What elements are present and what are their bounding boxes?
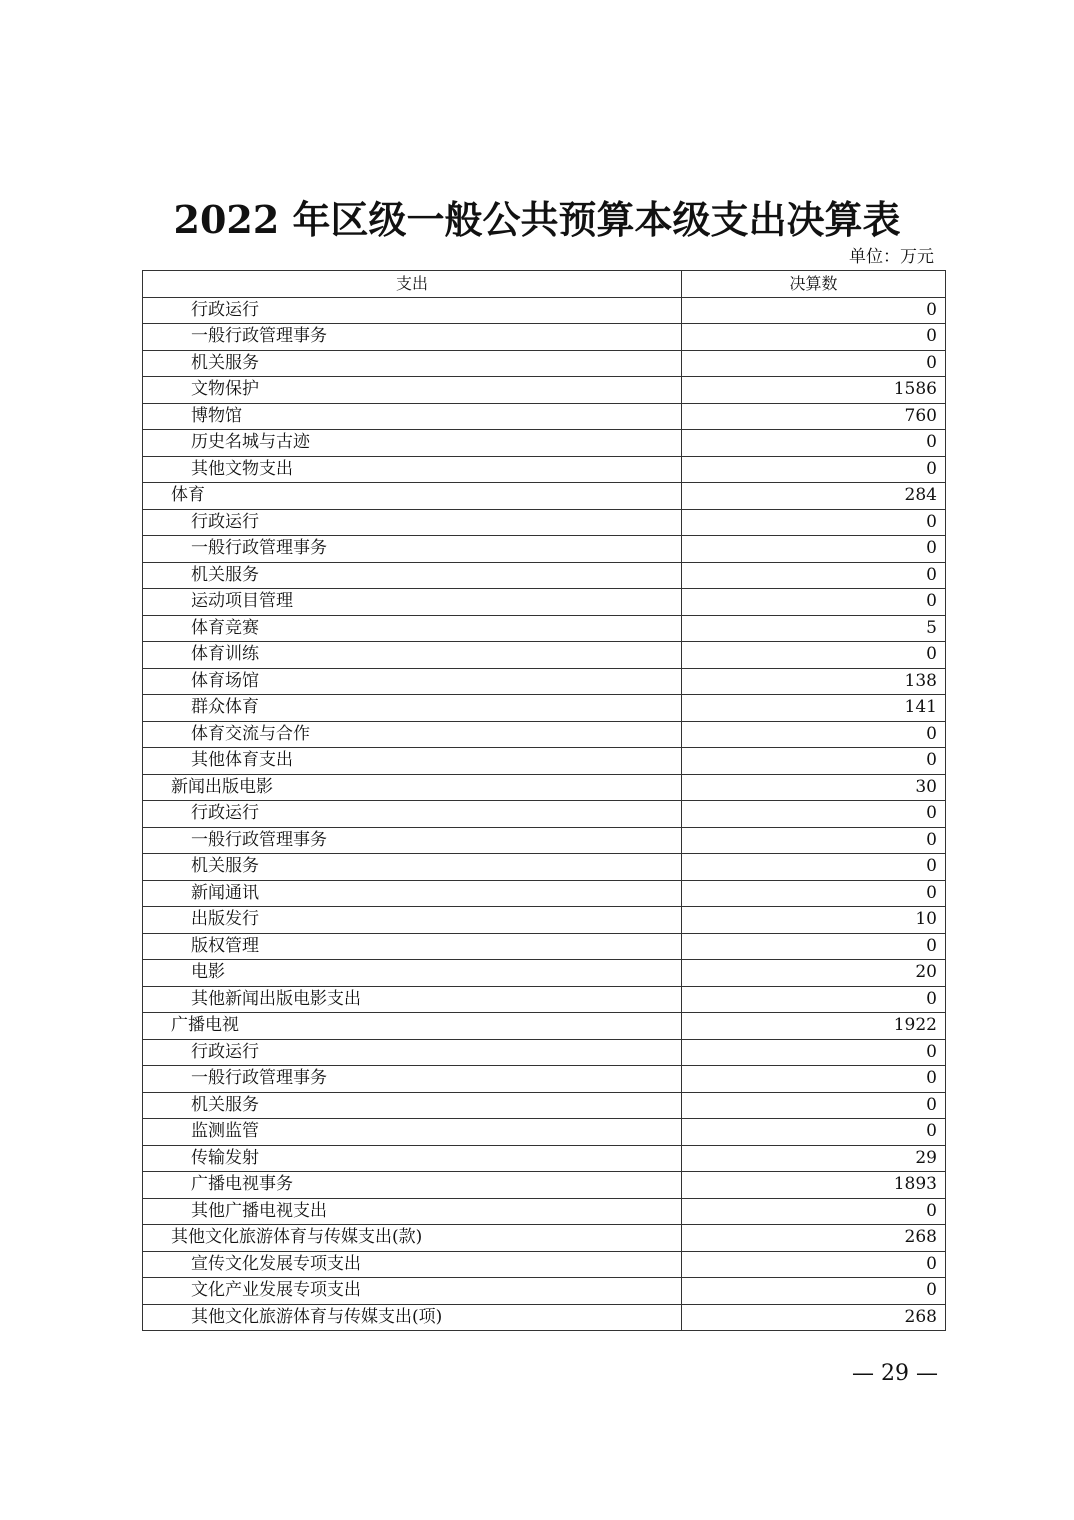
table-row — [143, 562, 946, 589]
table-row — [143, 509, 946, 536]
table-row — [143, 1119, 946, 1146]
row-item-name: 文化产业发展专项支出 — [143, 1278, 682, 1305]
row-item-name: 一般行政管理事务 — [143, 827, 682, 854]
row-item-name: 出版发行 — [143, 907, 682, 934]
table-row — [143, 933, 946, 960]
row-item-value: 0 — [682, 986, 946, 1013]
row-item-value: 0 — [682, 456, 946, 483]
row-item-name: 体育交流与合作 — [143, 721, 682, 748]
row-item-name: 其他新闻出版电影支出 — [143, 986, 682, 1013]
header-final-amount: 决算数 — [682, 271, 946, 298]
row-item-name: 其他文物支出 — [143, 456, 682, 483]
table-row — [143, 324, 946, 351]
table-row — [143, 695, 946, 722]
row-item-name: 行政运行 — [143, 801, 682, 828]
row-item-name: 一般行政管理事务 — [143, 324, 682, 351]
row-item-name: 其他体育支出 — [143, 748, 682, 775]
row-item-value: 0 — [682, 721, 946, 748]
row-item-name: 其他广播电视支出 — [143, 1198, 682, 1225]
table-body — [143, 297, 946, 1331]
table-row — [143, 483, 946, 510]
row-item-value: 284 — [682, 483, 946, 510]
row-item-name: 机关服务 — [143, 562, 682, 589]
row-item-name: 文物保护 — [143, 377, 682, 404]
row-item-name: 一般行政管理事务 — [143, 1066, 682, 1093]
row-item-name: 群众体育 — [143, 695, 682, 722]
table-row — [143, 1039, 946, 1066]
table-row — [143, 748, 946, 775]
row-item-value: 760 — [682, 403, 946, 430]
table-row — [143, 589, 946, 616]
row-item-value: 138 — [682, 668, 946, 695]
row-item-value: 20 — [682, 960, 946, 987]
row-item-value: 0 — [682, 324, 946, 351]
table-row — [143, 350, 946, 377]
row-item-name: 宣传文化发展专项支出 — [143, 1251, 682, 1278]
table-row — [143, 721, 946, 748]
row-item-name: 体育训练 — [143, 642, 682, 669]
row-item-name: 机关服务 — [143, 854, 682, 881]
row-item-name: 体育 — [143, 483, 682, 510]
row-item-value: 1893 — [682, 1172, 946, 1199]
row-item-value: 30 — [682, 774, 946, 801]
table-row — [143, 1172, 946, 1199]
row-item-name: 机关服务 — [143, 350, 682, 377]
table-row — [143, 880, 946, 907]
row-item-value: 0 — [682, 1251, 946, 1278]
table-row — [143, 1251, 946, 1278]
row-item-name: 行政运行 — [143, 509, 682, 536]
table-row — [143, 1198, 946, 1225]
row-item-value: 1922 — [682, 1013, 946, 1040]
unit-label: 单位：万元 — [849, 247, 934, 267]
row-item-value: 5 — [682, 615, 946, 642]
row-item-value: 0 — [682, 430, 946, 457]
row-item-value: 0 — [682, 1066, 946, 1093]
row-item-name: 传输发射 — [143, 1145, 682, 1172]
row-item-value: 141 — [682, 695, 946, 722]
table-row — [143, 960, 946, 987]
row-item-name: 行政运行 — [143, 1039, 682, 1066]
table-row — [143, 854, 946, 881]
row-item-name: 行政运行 — [143, 297, 682, 324]
row-item-value: 0 — [682, 589, 946, 616]
row-item-value: 0 — [682, 642, 946, 669]
row-item-value: 29 — [682, 1145, 946, 1172]
row-item-name: 监测监管 — [143, 1119, 682, 1146]
table-row — [143, 1304, 946, 1331]
table-row — [143, 1092, 946, 1119]
row-item-value: 0 — [682, 297, 946, 324]
table-row — [143, 536, 946, 563]
table-row — [143, 1278, 946, 1305]
row-item-value: 0 — [682, 562, 946, 589]
row-item-value: 0 — [682, 1092, 946, 1119]
row-item-value: 0 — [682, 509, 946, 536]
table-row — [143, 1066, 946, 1093]
row-item-value: 0 — [682, 933, 946, 960]
table-row — [143, 986, 946, 1013]
row-item-name: 其他文化旅游体育与传媒支出(款) — [143, 1225, 682, 1252]
row-item-name: 新闻通讯 — [143, 880, 682, 907]
row-item-value: 0 — [682, 1198, 946, 1225]
row-item-name: 版权管理 — [143, 933, 682, 960]
header-expenditure: 支出 — [143, 271, 682, 298]
table-row — [143, 642, 946, 669]
table-row — [143, 377, 946, 404]
table-row — [143, 615, 946, 642]
row-item-name: 运动项目管理 — [143, 589, 682, 616]
row-item-value: 0 — [682, 1278, 946, 1305]
table-row — [143, 1145, 946, 1172]
table-row — [143, 801, 946, 828]
table-row — [143, 297, 946, 324]
row-item-name: 机关服务 — [143, 1092, 682, 1119]
row-item-value: 0 — [682, 748, 946, 775]
row-item-name: 新闻出版电影 — [143, 774, 682, 801]
row-item-value: 0 — [682, 880, 946, 907]
row-item-value: 0 — [682, 854, 946, 881]
row-item-name: 广播电视事务 — [143, 1172, 682, 1199]
table-row — [143, 774, 946, 801]
row-item-name: 博物馆 — [143, 403, 682, 430]
row-item-name: 电影 — [143, 960, 682, 987]
table-row — [143, 1225, 946, 1252]
table-row — [143, 456, 946, 483]
table-row — [143, 403, 946, 430]
table-row — [143, 907, 946, 934]
table-row — [143, 827, 946, 854]
budget-table — [142, 270, 946, 1331]
row-item-value: 1586 — [682, 377, 946, 404]
row-item-name: 历史名城与古迹 — [143, 430, 682, 457]
table-header-row — [143, 271, 946, 298]
row-item-value: 0 — [682, 801, 946, 828]
page-title: 2022 年区级一般公共预算本级支出决算表 — [173, 197, 901, 242]
row-item-value: 0 — [682, 536, 946, 563]
row-item-value: 0 — [682, 827, 946, 854]
row-item-value: 268 — [682, 1304, 946, 1331]
row-item-name: 体育场馆 — [143, 668, 682, 695]
row-item-value: 10 — [682, 907, 946, 934]
row-item-name: 体育竞赛 — [143, 615, 682, 642]
table-row — [143, 668, 946, 695]
row-item-value: 0 — [682, 350, 946, 377]
row-item-name: 一般行政管理事务 — [143, 536, 682, 563]
row-item-name: 广播电视 — [143, 1013, 682, 1040]
table-row — [143, 430, 946, 457]
row-item-value: 0 — [682, 1039, 946, 1066]
row-item-name: 其他文化旅游体育与传媒支出(项) — [143, 1304, 682, 1331]
table-row — [143, 1013, 946, 1040]
row-item-value: 0 — [682, 1119, 946, 1146]
row-item-value: 268 — [682, 1225, 946, 1252]
page-number: — 29 — — [852, 1361, 938, 1386]
